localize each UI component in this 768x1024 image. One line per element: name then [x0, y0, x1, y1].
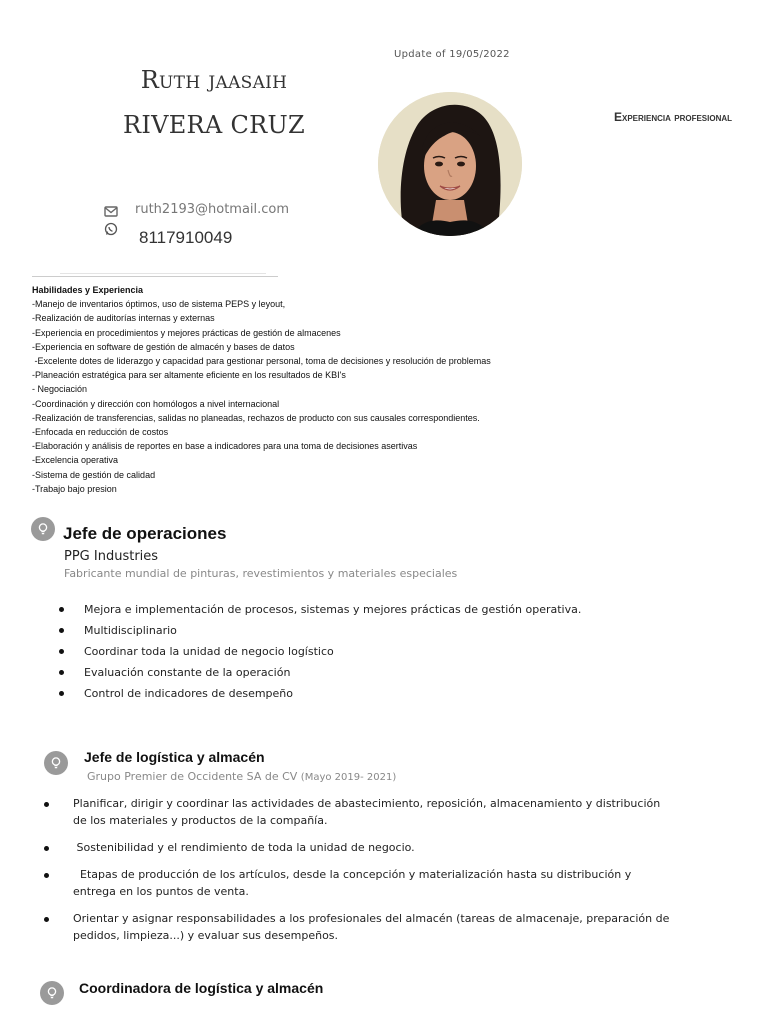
skills-section: [32, 283, 592, 496]
email-address[interactable]: ruth2193@hotmail.com: [135, 202, 290, 217]
job-company-line: [87, 770, 396, 783]
skill-item: -Excelencia operativa: [32, 455, 119, 466]
list-item: Control de indicadores de desempeño: [84, 687, 644, 708]
email-icon: [104, 203, 118, 217]
job-title: Jefe de operaciones: [63, 524, 227, 543]
skill-item: -Trabajo bajo presion: [32, 483, 117, 494]
skill-item: -Coordinación y dirección con homólogos a nivel internacional: [32, 398, 280, 409]
skills-heading: Habilidades y Experiencia: [32, 285, 144, 295]
skill-item: -Realización de auditorías internas y externas: [32, 313, 215, 324]
name-first: Ruth jaasaih: [140, 66, 288, 94]
skill-item: -Excelente dotes de liderazgo y capacidad para gestionar personal, toma de decisiones y resolución de problemas: [32, 356, 491, 367]
name-last: RIVERA CRUZ: [122, 111, 306, 139]
skill-item: -Experiencia en software de gestión de almacén y bases de datos: [32, 341, 295, 352]
list-item: Sostenibilidad y el rendimiento de toda la unidad de negocio.: [73, 839, 673, 856]
skill-item: -Planeación estratégica para ser altamente eficiente en los resultados de KBI's: [32, 370, 346, 381]
phone-number[interactable]: 8117910049: [139, 228, 233, 247]
job-company: Grupo Premier de Occidente SA de CV: [87, 770, 298, 783]
job-bullets: [73, 795, 673, 944]
skill-item: - Negociación: [32, 384, 88, 395]
divider: [32, 276, 278, 277]
update-date: Update of 19/05/2022: [394, 49, 510, 60]
list-item: Mejora e implementación de procesos, sistemas y mejores prácticas de gestión operativa.: [84, 603, 644, 624]
skill-item: -Enfocada en reducción de costos: [32, 427, 169, 438]
job-title: Coordinadora de logística y almacén: [79, 980, 324, 996]
job-title: Jefe de logística y almacén: [84, 749, 265, 765]
lightbulb-icon: [31, 517, 55, 541]
list-item: Evaluación constante de la operación: [84, 666, 644, 687]
whatsapp-icon: [104, 221, 118, 235]
skill-item: -Realización de transferencias, salidas no planeadas, rechazos de producto con sus causales correspondientes.: [32, 412, 480, 423]
list-item: Multidisciplinario: [84, 624, 644, 645]
list-item: Coordinar toda la unidad de negocio logístico: [84, 645, 644, 666]
job-bullets: [84, 603, 644, 708]
profile-photo: [378, 92, 522, 236]
skill-item: -Sistema de gestión de calidad: [32, 469, 156, 480]
divider: [60, 273, 266, 274]
lightbulb-icon: [44, 751, 68, 775]
list-item: Etapas de producción de los artículos, desde la concepción y materialización hasta su distribución y entrega en los puntos de venta.: [73, 866, 673, 900]
skill-item: -Elaboración y análisis de reportes en base a indicadores para una toma de decisiones asertivas: [32, 441, 418, 452]
section-title-experience: Experiencia profesional: [614, 110, 733, 124]
skill-item: -Experiencia en procedimientos y mejores prácticas de gestión de almacenes: [32, 327, 341, 338]
lightbulb-icon: [40, 981, 64, 1005]
skill-item: -Manejo de inventarios óptimos, uso de sistema PEPS y leyout,: [32, 299, 286, 310]
job-company: PPG Industries: [64, 549, 159, 564]
job-description: Fabricante mundial de pinturas, revestimientos y materiales especiales: [64, 567, 458, 580]
list-item: Orientar y asignar responsabilidades a los profesionales del almacén (tareas de almacenaje, preparación de pedidos, limpieza...) y evaluar sus desempeños.: [73, 910, 673, 944]
list-item: Planificar, dirigir y coordinar las actividades de abastecimiento, reposición, almacenamiento y distribución de los materiales y productos de la compañía.: [73, 795, 673, 829]
job-dates: (Mayo 2019- 2021): [300, 772, 397, 783]
